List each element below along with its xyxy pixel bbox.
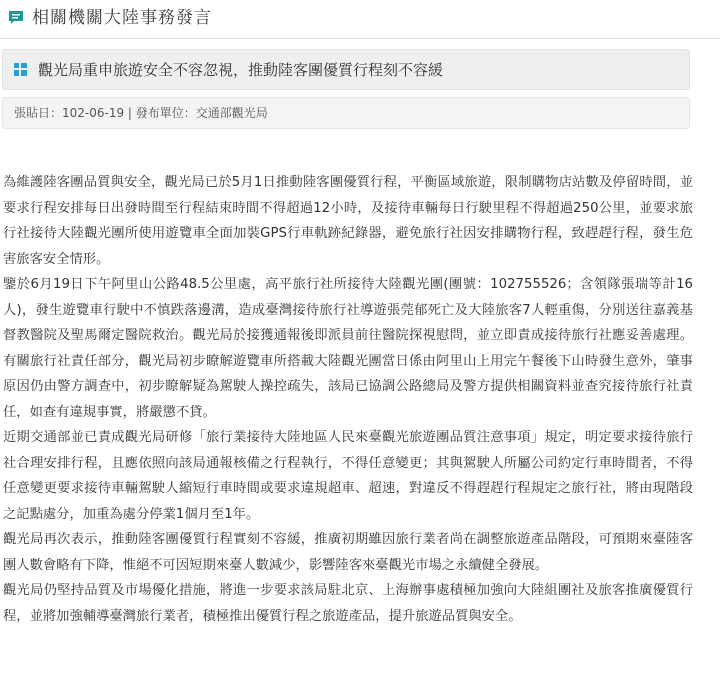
article-body [3,170,693,629]
article-meta-box [2,97,690,129]
section-header [0,0,720,39]
article-title-box [2,49,690,90]
section-title: 相關機關大陸事務發言 [32,8,212,28]
grid-squares-icon [14,63,27,76]
speech-bubble-icon [8,10,24,25]
article-title: 觀光局重申旅遊安全不容忽視，推動陸客團優質行程刻不容緩 [38,61,444,79]
article-paragraph: 觀光局仍堅持品質及市場優化措施，將進一步要求該局駐北京、上海辦事處積極加強向大陸組團社及旅客推廣優質行程，並將加強輔導臺灣旅行業者，積極推出優質行程之旅遊產品，提升旅遊品質與安全。 [3,583,693,624]
article-paragraph: 近期交通部並已責成觀光局研修「旅行業接待大陸地區人民來臺觀光旅遊團品質注意事項」規定，明定要求接待旅行社合理安排行程，且應依照向該局通報核備之行程執行，不得任意變更；其與駕駛人所屬公司約定行車時間者，不得任意變更要求接待車輛駕駛人縮短行車時間或要求違規超車、超速，對違反不得趕趕行程規定之旅行社，將由現階段之記點處分，加重為處分停業1個月至1年。 [3,430,693,522]
article-paragraph: 為維護陸客團品質與安全，觀光局已於5月1日推動陸客團優質行程，平衡區域旅遊，限制購物店站數及停留時間，並要求行程安排每日出發時間至行程結束時間不得超過12小時，及接待車輛每日行駛里程不得超過250公里，並要求旅行社接待大陸觀光團所使用遊覽車全面加裝GPS行車軌跡紀錄器，避免旅行社因安排購物行程，致趕趕行程，發生危害旅客安全情形。 [3,175,693,267]
article-paragraph: 觀光局再次表示，推動陸客團優質行程實刻不容緩，推廣初期雖因旅行業者尚在調整旅遊產品階段，可預期來臺陸客團人數會略有下降，惟絕不可因短期來臺人數減少，影響陸客來臺觀光市場之永續健全發展。 [3,532,693,573]
article-paragraph: 鑒於6月19日下午阿里山公路48.5公里處，高平旅行社所接待大陸觀光團(團號：102755526；含領隊張瑞等計16人)，發生遊覽車行駛中不慎跌落邊溝，造成臺灣接待旅行社導遊張莞郁死亡及大陸旅客7人輕重傷，分別送往嘉義基督教醫院及聖馬爾定醫院救治。觀光局於接獲通報後即派員前往醫院探視慰問，並立即責成接待旅行社應妥善處理。有關旅行社責任部分，觀光局初步瞭解遊覽車所搭載大陸觀光團當日係由阿里山上用完午餐後下山時發生意外，肇事原因仍由警方調查中，初步瞭解疑為駕駛人操控疏失，該局已協調公路總局及警方提供相關資料並查究接待旅行社責任，如查有違規事實，將嚴懲不貸。 [3,277,693,420]
article-meta: 張貼日：102-06-19 | 發布單位：交通部觀光局 [14,106,268,120]
